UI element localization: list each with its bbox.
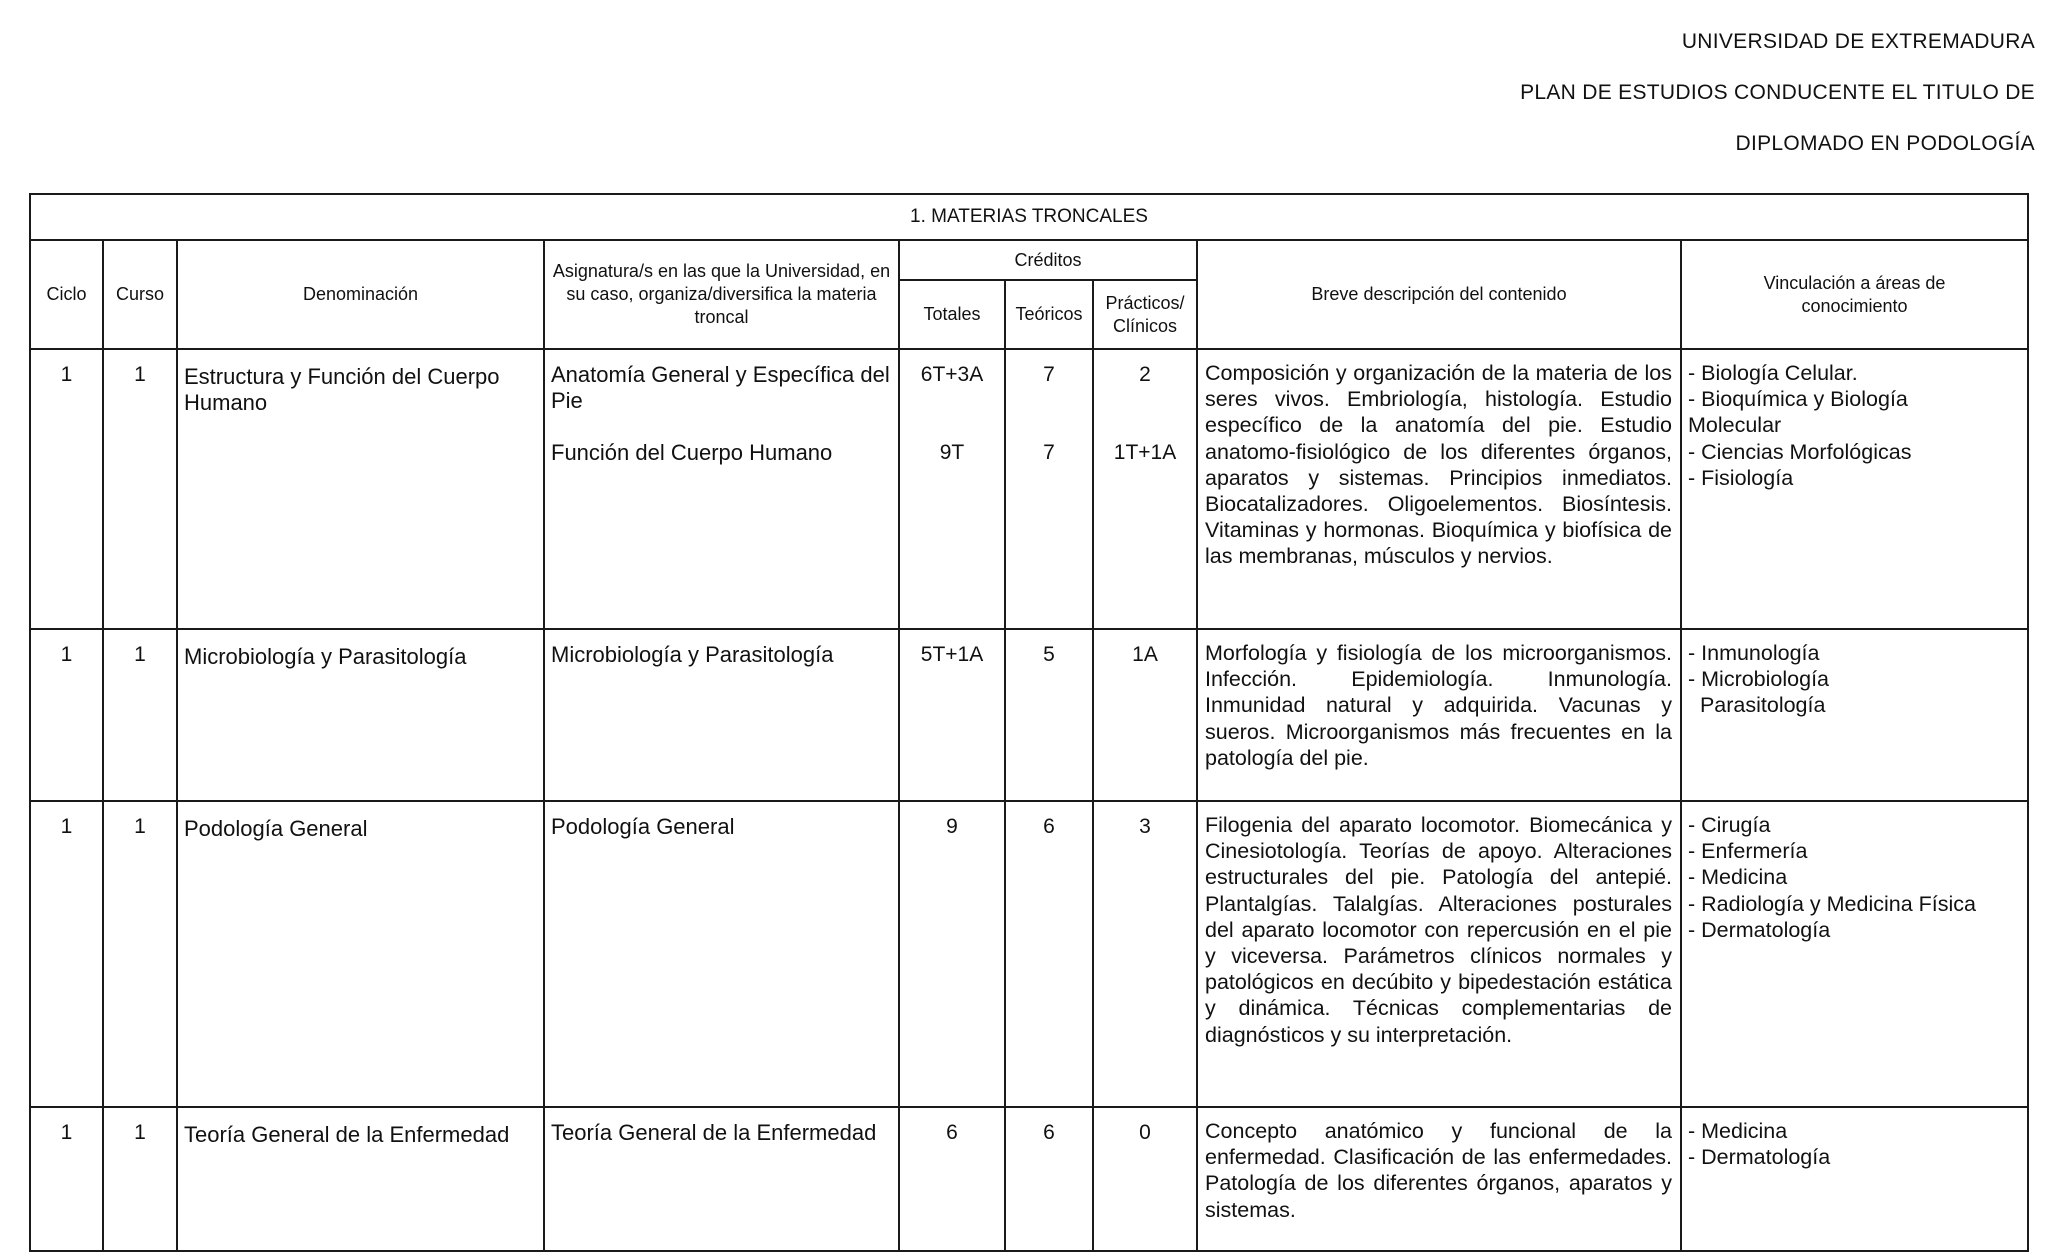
totales-cell: 6	[899, 1107, 1005, 1251]
practicos-value: 1T+1A	[1113, 441, 1177, 464]
table-row	[30, 349, 2028, 629]
asignaturas-cell	[544, 801, 899, 1107]
area-item: - Dermatología	[1688, 1145, 1831, 1170]
table-banner: 1. MATERIAS TRONCALES	[30, 194, 2028, 240]
header-asignaturas: Asignatura/s en las que la Universidad, en su caso, organiza/diversifica la materia troncal	[544, 240, 899, 349]
ciclo-cell: 1	[30, 1107, 103, 1251]
header-descripcion: Breve descripción del contenido	[1197, 240, 1681, 349]
teoricos-cell	[1005, 349, 1093, 629]
totales-cell: 9	[899, 801, 1005, 1107]
teoricos-cell: 6	[1005, 1107, 1093, 1251]
totales-cell: 5T+1A	[899, 629, 1005, 801]
teoricos-value: 7	[1043, 363, 1055, 386]
teoricos-cell: 5	[1005, 629, 1093, 801]
ciclo-cell: 1	[30, 801, 103, 1107]
header-ciclo: Ciclo	[30, 240, 103, 349]
curso-cell: 1	[103, 1107, 177, 1251]
denominacion-cell: Podología General	[177, 801, 544, 1107]
asignaturas-cell	[544, 629, 899, 801]
university-name: UNIVERSIDAD DE EXTREMADURA	[1681, 30, 2035, 53]
header-curso: Curso	[103, 240, 177, 349]
area-item: - Bioquímica y Biología	[1688, 387, 1908, 412]
practicos-cell: 3	[1093, 801, 1197, 1107]
area-item: - Dermatología	[1688, 917, 1831, 942]
totales-value: 9T	[939, 441, 965, 464]
asignatura-name: Función del Cuerpo Humano	[551, 440, 833, 465]
header-denominacion: Denominación	[177, 240, 544, 349]
practicos-cell: 1A	[1093, 629, 1197, 801]
vinculacion-cell	[1681, 349, 2028, 629]
practicos-cell	[1093, 349, 1197, 629]
denominacion-cell: Estructura y Función del Cuerpo Humano	[177, 349, 544, 629]
vinculacion-cell	[1681, 629, 2028, 801]
teoricos-value: 7	[1043, 441, 1055, 464]
area-item: Parasitología	[1688, 693, 1826, 718]
curso-cell: 1	[103, 629, 177, 801]
vinculacion-cell	[1681, 1107, 2028, 1251]
header-teoricos: Teóricos	[1005, 280, 1093, 349]
teoricos-cell: 6	[1005, 801, 1093, 1107]
curso-cell: 1	[103, 801, 177, 1107]
header-totales: Totales	[899, 280, 1005, 349]
area-item: - Inmunología	[1688, 641, 1820, 665]
descripcion-cell: Filogenia del aparato locomotor. Biomecánica y Cinesiotología. Teorías de apoyo. Alteraciones estructurales del pie. Patología del antepié. Plantalgías. Talalgías. Alteraciones posturales del aparato locomotor con repercusión en el pie y viceversa. Parámetros clínicos normales y patológicos en decúbito y bipedestación estática y dinámica. Técnicas complementarias de diagnósticos y su interpretación.	[1197, 801, 1681, 1107]
table-row	[30, 801, 2028, 1107]
header-creditos: Créditos	[899, 240, 1197, 280]
vinculacion-cell	[1681, 801, 2028, 1107]
totales-cell	[899, 349, 1005, 629]
header-practicos: Prácticos/ Clínicos	[1093, 280, 1197, 349]
descripcion-cell: Morfología y fisiología de los microorganismos. Infección. Epidemiología. Inmunología. Inmunidad natural y adquirida. Vacunas y sueros. Microorganismos más frecuentes en la patología del pie.	[1197, 629, 1681, 801]
area-item: - Biología Celular.	[1688, 361, 1858, 385]
table-row	[30, 629, 2028, 801]
document-header	[1520, 16, 2035, 169]
descripcion-cell: Concepto anatómico y funcional de la enfermedad. Clasificación de las enfermedades. Patología de los diferentes órganos, aparatos y sistemas.	[1197, 1107, 1681, 1251]
table-row	[30, 1107, 2028, 1251]
plan-title: PLAN DE ESTUDIOS CONDUCENTE EL TITULO DE	[1520, 81, 2035, 104]
header-vinculacion: Vinculación a áreas de conocimiento	[1681, 240, 2028, 349]
area-item: Molecular	[1688, 413, 1782, 438]
area-item: - Radiología y Medicina Física	[1688, 891, 1976, 916]
asignaturas-cell	[544, 349, 899, 629]
practicos-value: 2	[1139, 363, 1151, 386]
area-item: - Medicina	[1688, 865, 1788, 890]
area-item: - Medicina	[1688, 1119, 1788, 1143]
ciclo-cell: 1	[30, 629, 103, 801]
asignatura-name: Teoría General de la Enfermedad	[551, 1120, 877, 1145]
degree-title: DIPLOMADO EN PODOLOGÍA	[1735, 132, 2035, 155]
asignatura-name: Anatomía General y Específica del Pie	[551, 362, 890, 413]
area-item: - Fisiología	[1688, 465, 1794, 490]
asignatura-name: Podología General	[551, 814, 735, 839]
area-item: - Ciencias Morfológicas	[1688, 439, 1912, 464]
denominacion-cell: Microbiología y Parasitología	[177, 629, 544, 801]
asignatura-name: Microbiología y Parasitología	[551, 642, 834, 667]
asignaturas-cell	[544, 1107, 899, 1251]
area-item: - Cirugía	[1688, 813, 1771, 837]
materias-troncales-table	[29, 193, 2029, 1252]
practicos-cell: 0	[1093, 1107, 1197, 1251]
totales-value: 6T+3A	[920, 363, 984, 386]
area-item: - Enfermería	[1688, 839, 1808, 864]
denominacion-cell: Teoría General de la Enfermedad	[177, 1107, 544, 1251]
curso-cell: 1	[103, 349, 177, 629]
area-item: - Microbiología	[1688, 667, 1829, 692]
descripcion-cell: Composición y organización de la materia de los seres vivos. Embriología, histología. Estudio específico de la anatomía del pie. Estudio anatomo-fisiológico de los diferentes órganos, aparatos y sistemas. Principios inmediatos. Biocatalizadores. Oligoelementos. Biosíntesis. Vitaminas y hormonas. Bioquímica y biofísica de las membranas, músculos y nervios.	[1197, 349, 1681, 629]
ciclo-cell: 1	[30, 349, 103, 629]
